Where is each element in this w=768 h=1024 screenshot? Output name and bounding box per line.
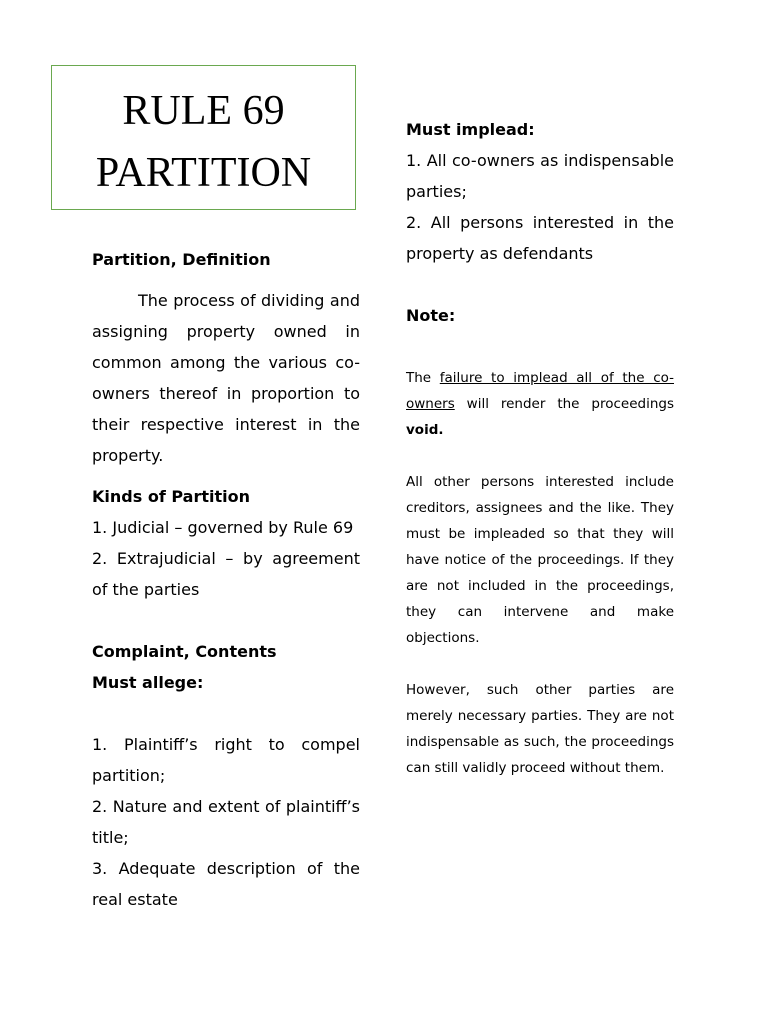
note-text-start: The (406, 370, 440, 386)
title-rule-number: RULE 69 (122, 88, 285, 134)
title-partition: PARTITION (95, 150, 312, 196)
note-paragraph-necessary-parties: However, such other parties are merely necessary parties. They are not indispensable as such, the proceedings can still validly proceed without them. (406, 682, 674, 776)
left-column (92, 244, 360, 915)
kind-item-judicial: 1. Judicial – governed by Rule 69 (92, 518, 354, 537)
must-implead-heading: Must implead: (406, 120, 535, 139)
complaint-heading: Complaint, Contents (92, 642, 277, 661)
implead-item: 1. All co-owners as indispensable parties; (406, 151, 674, 201)
implead-item: 2. All persons interested in the property as defendants (406, 213, 674, 263)
kinds-heading: Kinds of Partition (92, 487, 250, 506)
must-allege-heading: Must allege: (92, 673, 204, 692)
definition-text: The process of dividing and assigning property owned in common among the various co-owners thereof in proportion to their respective interest in the property. (92, 291, 360, 465)
right-column (406, 114, 674, 781)
note-paragraph-void (406, 365, 674, 443)
allegation-item: 2. Nature and extent of plaintiff’s title; (92, 797, 360, 847)
kind-item-extrajudicial: 2. Extrajudicial – by agreement of the parties (92, 549, 360, 599)
definition-heading: Partition, Definition (92, 250, 271, 269)
allegation-item: 3. Adequate description of the real estate (92, 859, 360, 909)
note-paragraph-other-persons: All other persons interested include creditors, assignees and the like. They must be impleaded so that they will have notice of the proceedings. If they are not included in the proceedings, they can intervene and make objections. (406, 474, 674, 646)
note-bold-void: void. (406, 422, 444, 438)
note-text-middle: will render the proceedings (454, 396, 674, 412)
title-box (51, 65, 356, 210)
note-underline-failure: failure to implead all of the co-owners (406, 370, 674, 412)
note-heading: Note: (406, 306, 456, 325)
allegation-item: 1. Plaintiff’s right to compel partition; (92, 735, 360, 785)
